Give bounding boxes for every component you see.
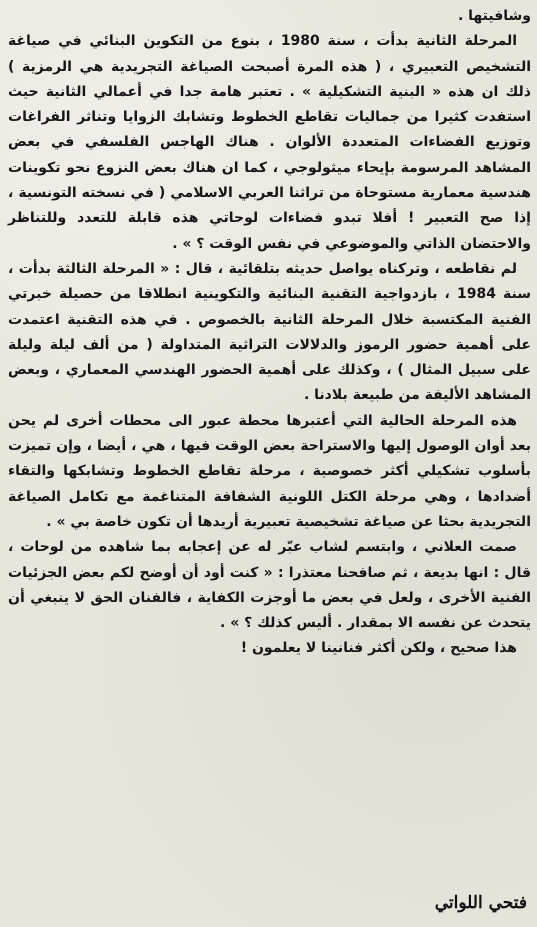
article-paragraph-second-stage: المرحلة الثانية بدأت ، سنة 1980 ، بنوع من التكوين البنائي في صياغة التشخيص التعبيري ، ( هذه المرة أصبحت الصياغة التجريدية هي الرمزية ) ذلك ان هذه « البنية التشكيلية » . تعتبر هامة جدا في أعمالي الثانية حيث استفدت كثيرا من جماليات تقاطع الخطوط وتشابك الزوايا وتناثر الفراغات وتوزيع الفضاءات المتعددة الألوان . هناك الهاجس الفلسفي في بعض المشاهد المرسومة بإيحاء ميثولوجي ، كما ان هناك بعض النزوع نحو تكوينات هندسية معمارية مستوحاة من تراثنا العربي الاسلامي ( في نسخته التونسية ، إذا صح التعبير ! أفلا تبدو فضاءات لوحاتي هذه قابلة للتعدد وللتناظر والاحتضان الذاتي والموضوعي في نفس الوقت ؟ » .	[8, 33, 531, 252]
article-paragraph-conclusion: هذا صحيح ، ولكن أكثر فنانينا لا يعلمون !	[240, 640, 517, 657]
author-signature: فتحي اللواتي	[434, 893, 527, 913]
article-paragraph-farewell: صمت العلاني ، وابتسم لشاب عبّر له عن إعجابه بما شاهده من لوحات ، قال : انها بديعة ، ثم صافحنا معتذرا : « كنت أود أن أوضح لكم بعض الجزئيات الفنية الأخرى ، ولعل في بعض ما أوجزت الكفاية ، فالفنان الحق لا ينبغي أن يتحدث عن نفسه الا بمقدار . أليس كذلك ؟ » .	[8, 539, 531, 632]
article-paragraph-closing-fragment: وشافيتها .	[457, 8, 531, 24]
article-paragraph-current-stage: هذه المرحلة الحالية التي أعتبرها محطة عبور الى محطات أخرى لم يحن بعد أوان الوصول إليها والاستراحة بعض الوقت فيها ، هي ، أيضا ، وإن تميزت بأسلوب تشكيلي أكثر خصوصية ، مرحلة تقاطع الخطوط وتشابكها والتقاء أضدادها ، وهي مرحلة الكتل اللونية الشفافة المتناغمة مع تكامل الصياغة التجريدية بحثا عن صياغة تشخيصية تعبيرية أريدها أن تكون خاصة بي » .	[8, 412, 531, 530]
article-paragraph-third-stage: لم نقاطعه ، وتركناه يواصل حديثه بتلقائية ، قال : « المرحلة الثالثة بدأت ، سنة 1984 ، بازدواجية التقنية البنائية والتكوينية انطلاقا من حصيلة خبرتي الفنية المكتسبة خلال المرحلة الثانية بالخصوص . في هذه التقنية اعتمدت على أهمية حضور الرموز والدلالات التراثية المتداولة ( من ألف ليلة وليلة على سبيل المثال ) ، وكذلك على أهمية الحضور الهندسي المعماري ، وبعض المشاهد الأليفة من طبيعة بلادنا .	[8, 260, 531, 404]
article-body	[8, 4, 531, 662]
